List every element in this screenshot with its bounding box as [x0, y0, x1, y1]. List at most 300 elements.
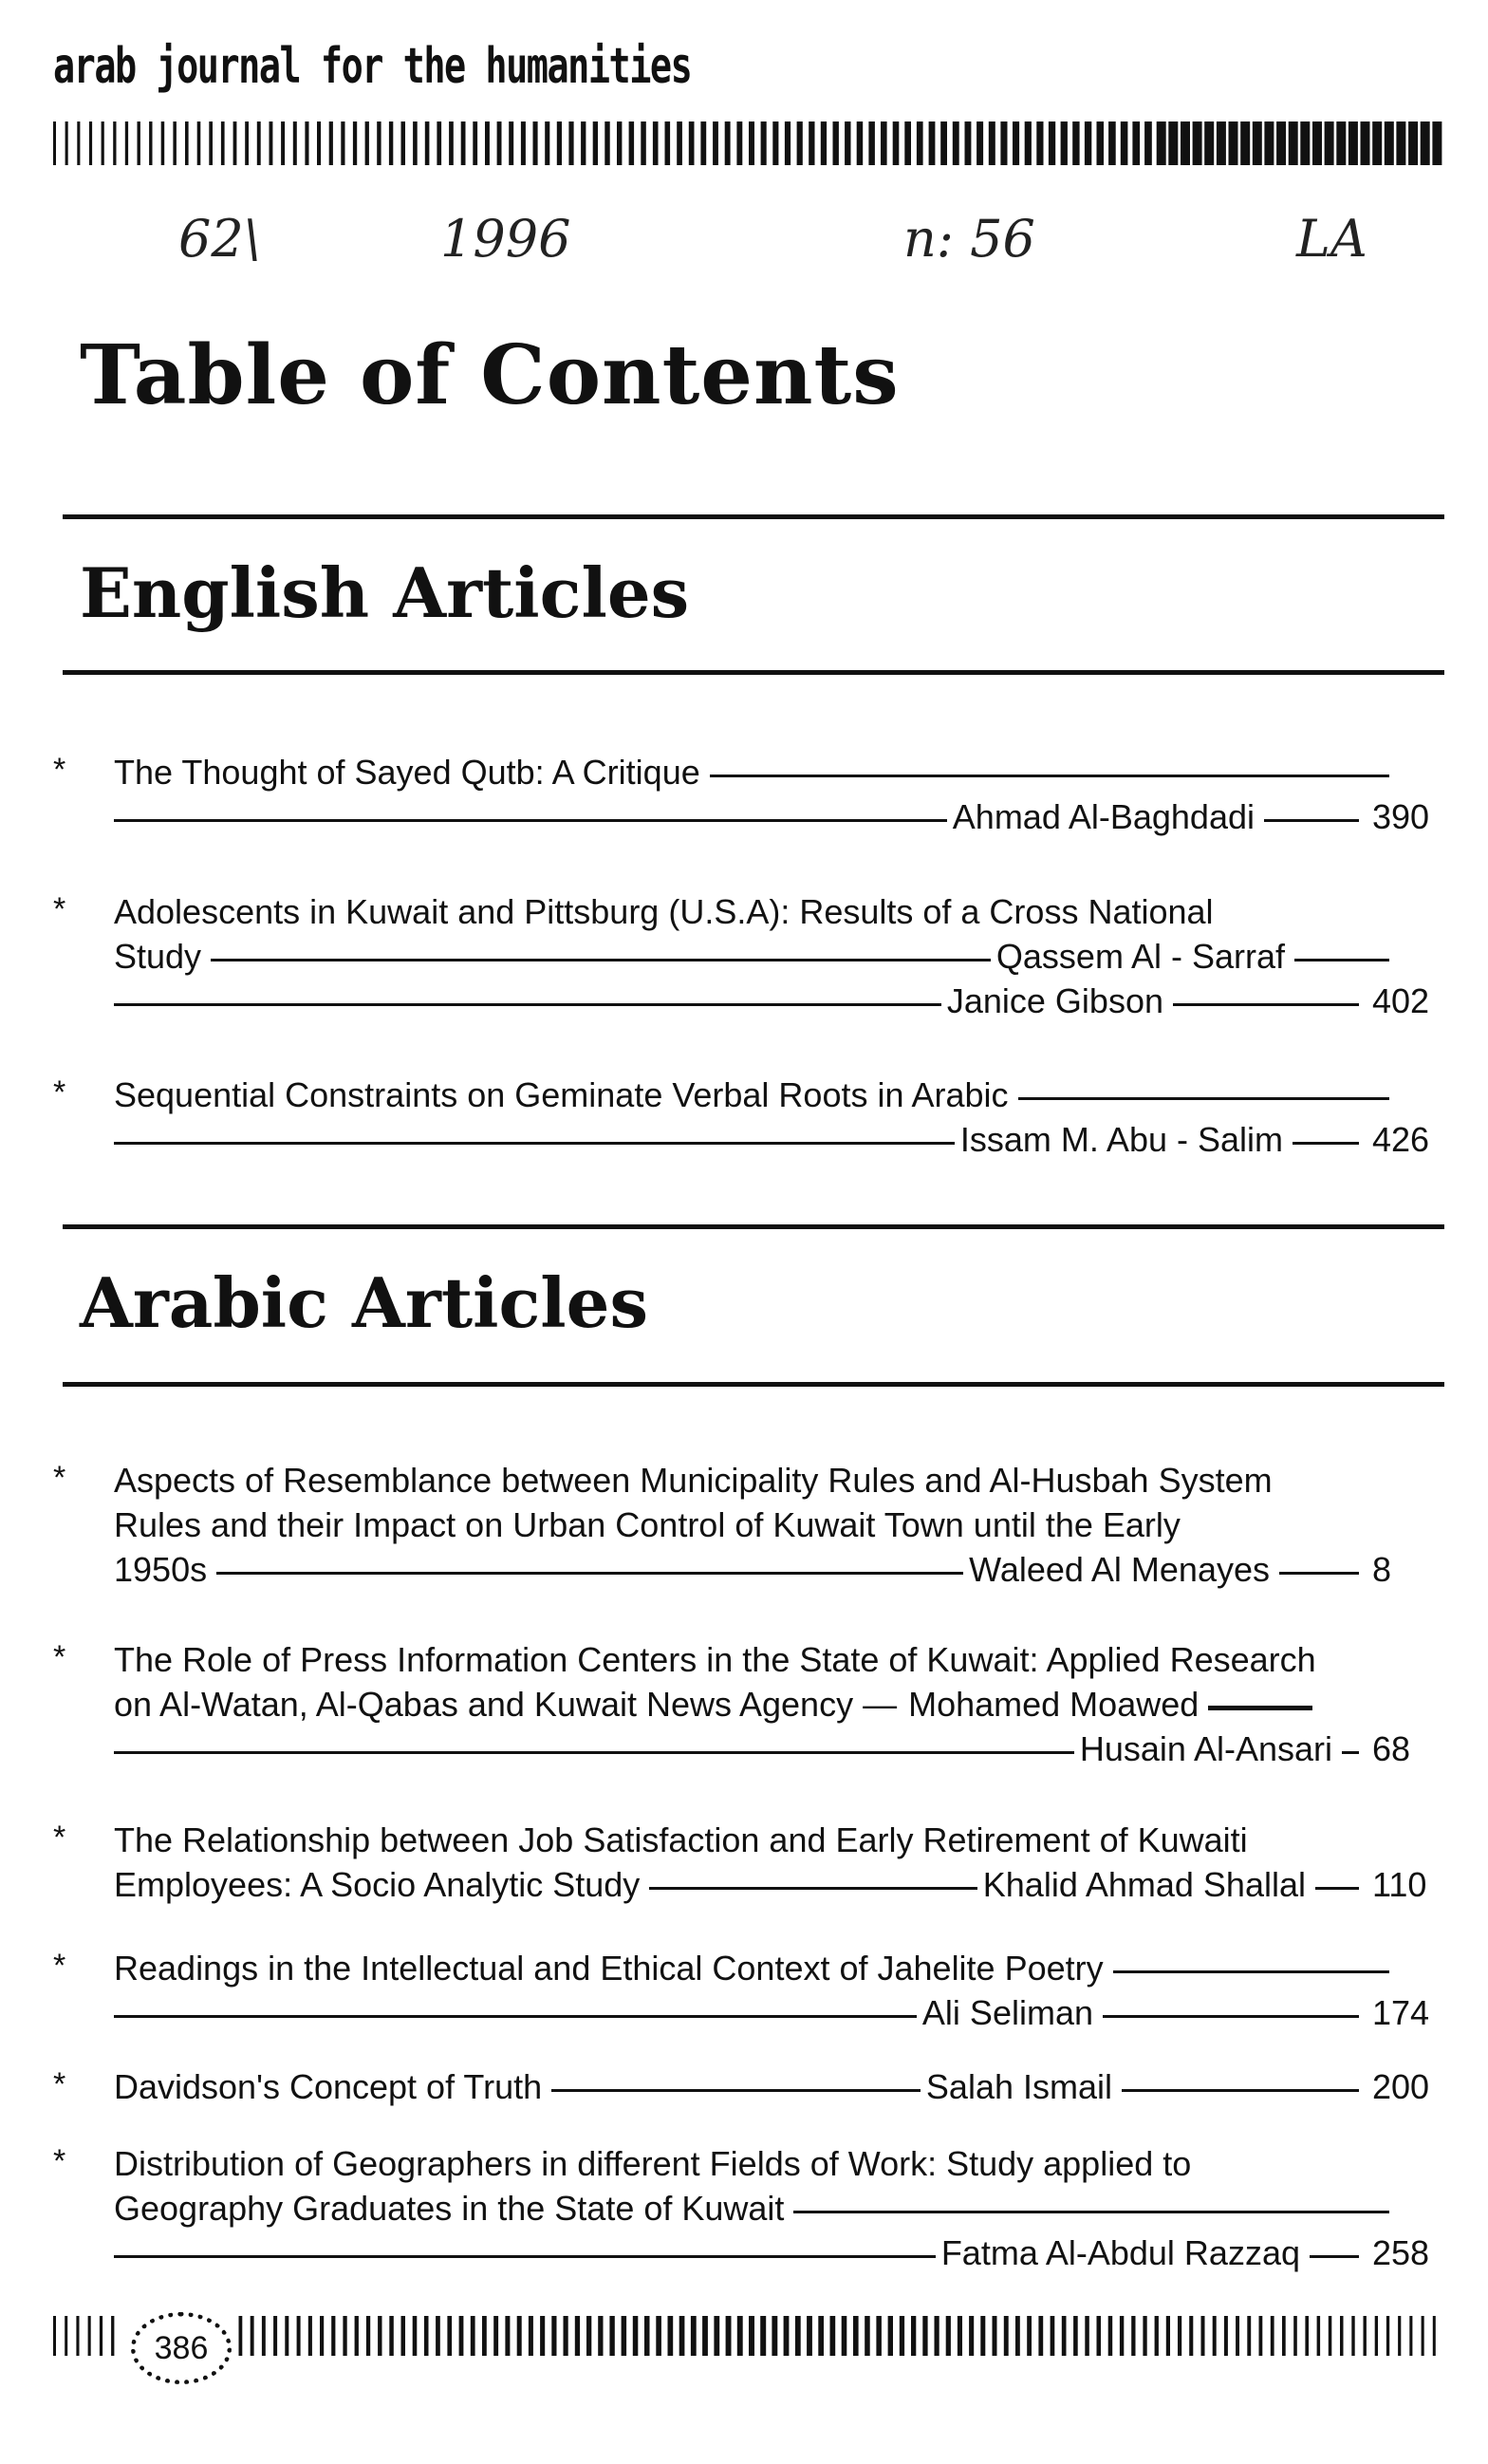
barcode-bar	[366, 2316, 370, 2356]
article-author: Ahmad Al-Baghdadi	[952, 797, 1255, 836]
page-number: 386	[131, 2312, 232, 2384]
barcode-bar	[653, 121, 659, 165]
section-divider	[63, 1382, 1444, 1387]
barcode-bar	[641, 121, 646, 165]
leader-line	[114, 1003, 941, 1006]
barcode-bar	[233, 121, 237, 165]
barcode-bar	[557, 121, 562, 165]
barcode-bar	[471, 2316, 475, 2356]
barcode-bar	[53, 121, 56, 165]
barcode-bar	[946, 2316, 951, 2356]
barcode-bar	[329, 121, 333, 165]
barcode-bar	[679, 2316, 685, 2356]
barcode-bar	[857, 121, 864, 165]
barcode-bar	[389, 2316, 394, 2356]
barcode-bar	[893, 121, 900, 165]
barcode-bar	[833, 121, 839, 165]
article-title: Sequential Constraints on Geminate Verbal Roots in Arabic	[114, 1075, 1009, 1114]
barcode-bar	[1061, 121, 1068, 165]
barcode-bar	[197, 121, 201, 165]
leader-line	[1342, 1751, 1359, 1754]
leader-line	[1264, 819, 1359, 822]
barcode-bar	[726, 2316, 732, 2356]
barcode-bar	[1143, 2316, 1146, 2356]
article-author: Qassem Al - Sarraf	[995, 937, 1285, 976]
barcode-bar	[725, 121, 731, 165]
barcode-bar	[473, 121, 477, 165]
barcode-bar	[365, 121, 369, 165]
article-page-number: 402	[1372, 981, 1430, 1020]
barcode-bar	[437, 121, 441, 165]
barcode-bar	[1155, 2316, 1159, 2356]
article-title: The Role of Press Information Centers in the State of Kuwait: Applied Research	[114, 1640, 1316, 1679]
article-title: on Al-Watan, Al-Qabas and Kuwait News Agency —	[114, 1685, 898, 1724]
barcode-bar	[293, 121, 297, 165]
barcode-bar	[185, 121, 189, 165]
barcode-bar	[100, 2316, 102, 2356]
article-title: Davidson's Concept of Truth	[114, 2067, 543, 2106]
barcode-bar	[1236, 2316, 1239, 2356]
barcode-bar	[564, 2316, 568, 2356]
barcode-bar	[389, 121, 393, 165]
barcode-bar	[505, 2316, 510, 2356]
barcode-bar	[900, 2316, 904, 2356]
leader-line	[114, 2015, 917, 2018]
barcode-bar	[355, 2316, 359, 2356]
barcode-bar	[1336, 121, 1346, 165]
handwritten-note-1: 62\	[178, 209, 261, 269]
leader-line	[551, 2089, 921, 2092]
barcode-bar	[497, 121, 502, 165]
article-title: Employees: A Socio Analytic Study	[114, 1865, 641, 1904]
barcode-bar	[888, 2316, 893, 2356]
article-title: Geography Graduates in the State of Kuwait	[114, 2189, 785, 2228]
article-author: Ali Seliman	[921, 1993, 1093, 2032]
barcode-bar	[1305, 2316, 1309, 2356]
article-page-number: 426	[1372, 1120, 1430, 1159]
barcode-bar	[485, 121, 490, 165]
barcode-bar	[656, 2316, 661, 2356]
article-title: Aspects of Resemblance between Municipality Rules and Al-Husbah System	[114, 1461, 1273, 1500]
barcode-bar	[1051, 2316, 1055, 2356]
article-title: Adolescents in Kuwait and Pittsburg (U.S.A): Results of a Cross National	[114, 892, 1214, 931]
barcode-bar	[459, 2316, 464, 2356]
leader-line	[114, 1751, 1074, 1754]
barcode-bar	[904, 121, 911, 165]
leader-line	[710, 775, 1389, 777]
bullet: *	[53, 1639, 66, 1675]
barcode-bar	[749, 2316, 754, 2356]
barcode-bar	[77, 121, 80, 165]
barcode-bar	[378, 2316, 381, 2356]
barcode-bar	[929, 121, 936, 165]
barcode-bar	[1240, 121, 1250, 165]
barcode-bar	[876, 2316, 882, 2356]
barcode-bar	[1131, 2316, 1135, 2356]
barcode-bar	[273, 2316, 277, 2356]
barcode-bar	[529, 2316, 533, 2356]
bullet: *	[53, 752, 66, 788]
barcode-bar	[617, 121, 622, 165]
barcode-bar	[482, 2316, 487, 2356]
barcode-bar	[341, 121, 344, 165]
barcode-bar	[161, 121, 165, 165]
decorative-barcode-bottom	[53, 2316, 1444, 2373]
barcode-bar	[1364, 2316, 1367, 2356]
barcode-bar	[969, 2316, 974, 2356]
barcode-bar	[1325, 121, 1334, 165]
barcode-bar	[1144, 121, 1152, 165]
arabic-articles-heading: Arabic Articles	[80, 1262, 648, 1343]
barcode-bar	[285, 2316, 288, 2356]
leader-line	[1018, 1097, 1389, 1100]
barcode-bar	[1253, 121, 1262, 165]
barcode-bar	[761, 121, 767, 165]
barcode-bar	[737, 2316, 743, 2356]
barcode-bar	[668, 2316, 674, 2356]
barcode-bar	[545, 121, 549, 165]
barcode-bar	[424, 2316, 429, 2356]
barcode-bar	[138, 121, 140, 165]
leader-line	[1293, 1142, 1359, 1145]
article-author: Mohamed Moawed	[908, 1685, 1200, 1724]
barcode-bar	[1015, 2316, 1020, 2356]
barcode-bar	[1189, 2316, 1193, 2356]
english-articles-heading: English Articles	[80, 552, 690, 633]
article-author: Waleed Al Menayes	[969, 1550, 1270, 1589]
barcode-bar	[940, 121, 947, 165]
barcode-bar	[568, 121, 573, 165]
barcode-bar	[604, 121, 609, 165]
barcode-bar	[980, 2316, 985, 2356]
barcode-bar	[257, 121, 261, 165]
barcode-bar	[702, 2316, 708, 2356]
barcode-bar	[245, 121, 249, 165]
barcode-bar	[540, 2316, 545, 2356]
barcode-bar	[1062, 2316, 1067, 2356]
barcode-bar	[1229, 121, 1238, 165]
barcode-bar	[1351, 2316, 1354, 2356]
barcode-bar	[331, 2316, 335, 2356]
barcode-bar	[1289, 121, 1298, 165]
barcode-bar	[517, 2316, 522, 2356]
barcode-bar	[521, 121, 526, 165]
barcode-bar	[795, 2316, 801, 2356]
leader-line	[216, 1572, 963, 1575]
barcode-bar	[76, 2316, 79, 2356]
barcode-bar	[691, 2316, 697, 2356]
barcode-bar	[1085, 2316, 1089, 2356]
barcode-bar	[53, 2316, 56, 2356]
section-divider	[63, 1224, 1444, 1229]
section-divider	[63, 670, 1444, 675]
article-page-number: 200	[1372, 2067, 1430, 2106]
barcode-bar	[818, 2316, 824, 2356]
barcode-bar	[447, 2316, 452, 2356]
barcode-bar	[493, 2316, 498, 2356]
article-author: Issam M. Abu - Salim	[959, 1120, 1283, 1159]
barcode-bar	[1329, 2316, 1332, 2356]
barcode-bar	[1312, 121, 1322, 165]
barcode-bar	[845, 121, 850, 165]
barcode-bar	[1422, 2316, 1424, 2356]
barcode-bar	[425, 121, 430, 165]
barcode-bar	[353, 121, 357, 165]
leader-line	[1294, 959, 1389, 961]
barcode-bar	[1072, 121, 1079, 165]
barcode-bar	[1433, 2316, 1436, 2356]
article-page-number: 390	[1372, 797, 1430, 836]
toc-title: Table of Contents	[80, 327, 900, 423]
barcode-bar	[736, 121, 742, 165]
barcode-bar	[911, 2316, 916, 2356]
article-title: Distribution of Geographers in different Fields of Work: Study applied to	[114, 2144, 1192, 2183]
article-page-number: 68	[1372, 1729, 1411, 1768]
barcode-bar	[1432, 121, 1442, 165]
barcode-bar	[830, 2316, 836, 2356]
barcode-bar	[413, 2316, 418, 2356]
barcode-bar	[821, 121, 827, 165]
barcode-bar	[436, 2316, 440, 2356]
barcode-bar	[1213, 2316, 1217, 2356]
article-page-number: 258	[1372, 2233, 1430, 2272]
barcode-bar	[173, 121, 177, 165]
barcode-bar	[377, 121, 381, 165]
barcode-bar	[842, 2316, 847, 2356]
article-page-number: 174	[1372, 1993, 1430, 2032]
barcode-bar	[1108, 121, 1116, 165]
barcode-bar	[772, 2316, 777, 2356]
barcode-bar	[1271, 2316, 1274, 2356]
barcode-bar	[629, 121, 635, 165]
barcode-bar	[1193, 121, 1202, 165]
barcode-bar	[125, 121, 128, 165]
barcode-bar	[65, 121, 68, 165]
barcode-bar	[581, 121, 586, 165]
article-title: Rules and their Impact on Urban Control of Kuwait Town until the Early	[114, 1505, 1181, 1544]
barcode-bar	[1166, 2316, 1170, 2356]
leader-line	[1208, 1706, 1312, 1710]
leader-line	[114, 2255, 936, 2258]
barcode-bar	[221, 121, 225, 165]
barcode-bar	[281, 121, 285, 165]
barcode-bar	[1264, 121, 1274, 165]
barcode-bar	[308, 2316, 312, 2356]
bullet: *	[53, 2143, 66, 2179]
barcode-bar	[1178, 2316, 1181, 2356]
bullet: *	[53, 1820, 66, 1856]
barcode-bar	[89, 121, 92, 165]
barcode-bar	[760, 2316, 766, 2356]
leader-line	[1315, 1887, 1359, 1890]
barcode-bar	[1004, 2316, 1009, 2356]
barcode-bar	[1085, 121, 1091, 165]
barcode-bar	[65, 2316, 67, 2356]
article-author: Salah Ismail	[925, 2067, 1112, 2106]
article-author: Husain Al-Ansari	[1079, 1729, 1332, 1768]
barcode-bar	[785, 121, 790, 165]
handwritten-note-2: 1996	[440, 209, 571, 269]
barcode-bar	[413, 121, 418, 165]
barcode-bar	[1317, 2316, 1321, 2356]
barcode-bar	[1038, 2316, 1043, 2356]
barcode-bar	[772, 121, 778, 165]
barcode-bar	[1201, 2316, 1205, 2356]
barcode-bar	[1097, 121, 1105, 165]
barcode-bar	[320, 2316, 324, 2356]
barcode-bar	[865, 2316, 870, 2356]
barcode-bar	[1204, 121, 1214, 165]
barcode-bar	[1097, 2316, 1102, 2356]
barcode-bar	[239, 2316, 243, 2356]
leader-line	[1113, 1970, 1389, 1973]
barcode-bar	[922, 2316, 927, 2356]
barcode-bar	[1348, 121, 1358, 165]
barcode-bar	[1224, 2316, 1228, 2356]
barcode-bar	[989, 121, 995, 165]
barcode-bar	[1073, 2316, 1078, 2356]
barcode-bar	[270, 121, 273, 165]
barcode-bar	[868, 121, 875, 165]
barcode-bar	[965, 121, 972, 165]
barcode-bar	[88, 2316, 91, 2356]
barcode-bar	[1157, 121, 1166, 165]
barcode-bar	[622, 2316, 627, 2356]
handwritten-notes	[0, 209, 1488, 323]
barcode-bar	[598, 2316, 603, 2356]
barcode-bar	[1385, 121, 1394, 165]
leader-line	[1310, 2255, 1359, 2258]
barcode-bar	[1217, 121, 1226, 165]
barcode-bar	[853, 2316, 859, 2356]
leader-line	[793, 2211, 1389, 2213]
barcode-bar	[609, 2316, 614, 2356]
barcode-bar	[1361, 121, 1370, 165]
barcode-bar	[1293, 2316, 1297, 2356]
barcode-bar	[644, 2316, 650, 2356]
barcode-bar	[1300, 121, 1310, 165]
barcode-bar	[102, 121, 104, 165]
barcode-bar	[586, 2316, 591, 2356]
article-title: The Thought of Sayed Qutb: A Critique	[114, 753, 700, 792]
barcode-bar	[807, 2316, 812, 2356]
barcode-bar	[1132, 121, 1140, 165]
barcode-bar	[533, 121, 538, 165]
barcode-top-graphic	[53, 121, 1444, 165]
article-page-number: 8	[1372, 1550, 1392, 1589]
journal-title: arab journal for the humanities	[53, 38, 692, 95]
handwritten-note-3: n: 56	[903, 209, 1035, 269]
barcode-bar	[1027, 2316, 1032, 2356]
barcode-bar	[1396, 121, 1405, 165]
barcode-bar	[149, 121, 152, 165]
barcode-bar	[1247, 2316, 1251, 2356]
barcode-bar	[1000, 121, 1007, 165]
barcode-bar	[1282, 2316, 1286, 2356]
handwritten-note-4: LA	[1296, 209, 1367, 269]
barcode-bar	[1375, 2316, 1378, 2356]
leader-line	[114, 1142, 955, 1145]
article-title: 1950s	[114, 1550, 208, 1589]
article-title: The Relationship between Job Satisfaction and Early Retirement of Kuwaiti	[114, 1820, 1248, 1859]
leader-line	[114, 819, 947, 822]
article-title-continued: Study	[114, 937, 202, 976]
article-title: Readings in the Intellectual and Ethical Context of Jahelite Poetry	[114, 1949, 1104, 1988]
barcode-bar	[111, 2316, 114, 2356]
barcode-bar	[1386, 2316, 1389, 2356]
barcode-bar	[1121, 121, 1128, 165]
barcode-bar	[784, 2316, 790, 2356]
barcode-bar	[700, 121, 706, 165]
barcode-bar	[461, 121, 466, 165]
barcode-bar	[1013, 121, 1019, 165]
leader-line	[1103, 2015, 1359, 2018]
barcode-bar	[113, 121, 116, 165]
barcode-bar	[1036, 121, 1043, 165]
bullet: *	[53, 1074, 66, 1111]
decorative-barcode-top	[53, 121, 1444, 165]
barcode-bar	[958, 2316, 962, 2356]
barcode-bar	[1181, 121, 1190, 165]
barcode-bar	[1372, 121, 1382, 165]
section-divider	[63, 514, 1444, 519]
barcode-bar	[401, 2316, 406, 2356]
barcode-bar	[1108, 2316, 1113, 2356]
bullet: *	[53, 1460, 66, 1496]
barcode-bar	[1276, 121, 1286, 165]
barcode-bar	[251, 2316, 254, 2356]
barcode-bar	[343, 2316, 346, 2356]
barcode-bar	[714, 2316, 719, 2356]
barcode-bar	[297, 2316, 301, 2356]
barcode-bar	[1408, 121, 1418, 165]
barcode-bar	[401, 121, 406, 165]
leader-line	[649, 1887, 976, 1890]
barcode-bar	[1049, 121, 1055, 165]
barcode-bar	[993, 2316, 997, 2356]
barcode-bar	[976, 121, 983, 165]
barcode-bar	[689, 121, 695, 165]
article-page-number: 110	[1372, 1865, 1427, 1904]
barcode-bar	[575, 2316, 580, 2356]
barcode-bar	[593, 121, 598, 165]
article-author: Khalid Ahmad Shallal	[982, 1865, 1306, 1904]
leader-line	[1173, 1003, 1359, 1006]
leader-line	[1279, 1572, 1359, 1575]
barcode-bar	[1120, 2316, 1124, 2356]
barcode-bar	[1259, 2316, 1263, 2356]
article-author: Janice Gibson	[946, 981, 1163, 1020]
barcode-bar	[209, 121, 213, 165]
barcode-bar	[953, 121, 959, 165]
barcode-bar	[809, 121, 814, 165]
barcode-bar	[1340, 2316, 1344, 2356]
leader-line	[1122, 2089, 1359, 2092]
leader-line	[211, 959, 991, 961]
barcode-bar	[797, 121, 803, 165]
bullet: *	[53, 891, 66, 927]
barcode-bar	[633, 2316, 639, 2356]
barcode-bar	[1409, 2316, 1412, 2356]
barcode-bottom-graphic	[53, 2316, 1444, 2373]
barcode-bar	[749, 121, 754, 165]
barcode-bar	[677, 121, 682, 165]
barcode-bar	[449, 121, 454, 165]
barcode-bar	[917, 121, 923, 165]
barcode-bar	[317, 121, 321, 165]
bullet: *	[53, 1948, 66, 1984]
barcode-bar	[305, 121, 308, 165]
